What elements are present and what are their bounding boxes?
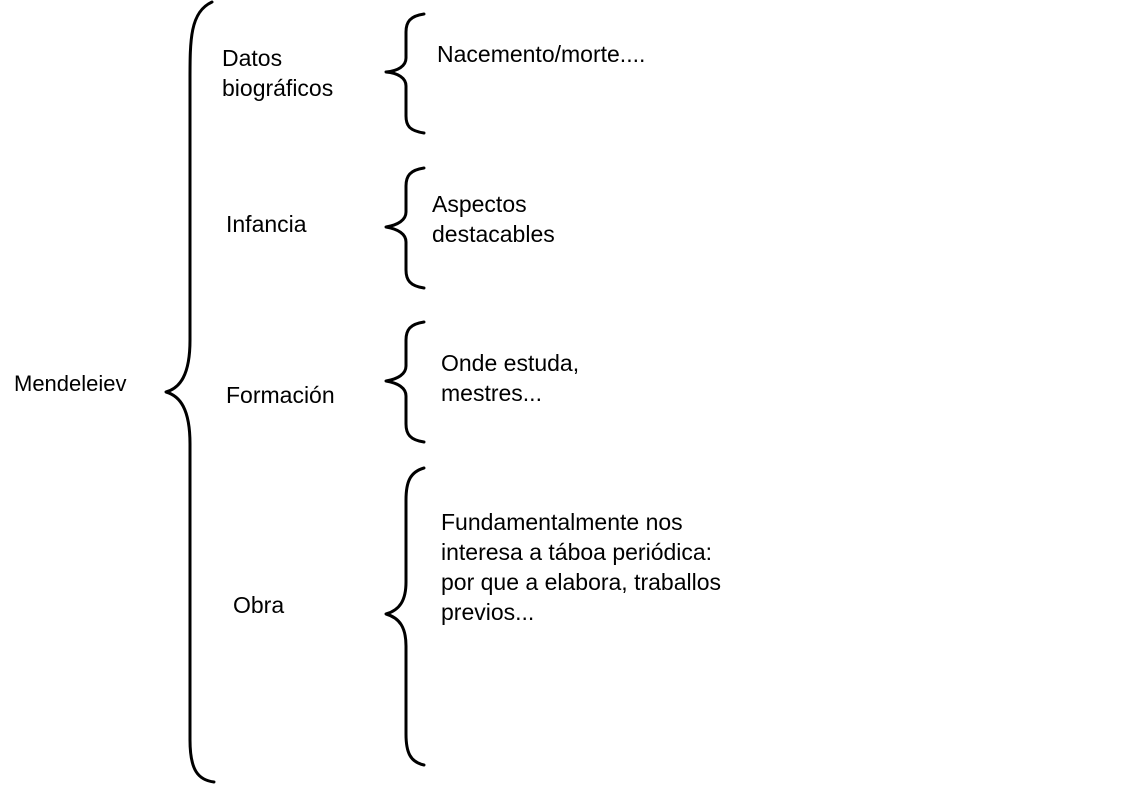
root-label: Mendeleiev	[14, 371, 127, 396]
branch-brace-datos	[386, 14, 424, 133]
detail-text-infancia: Aspectos destacables	[432, 191, 555, 247]
detail-text-formacion: Onde estuda, mestres...	[441, 350, 580, 406]
detail-text-datos-biograficos: Nacemento/morte....	[437, 41, 646, 67]
branch-brace-obra	[386, 468, 424, 765]
branch-label-formacion: Formación	[226, 382, 335, 408]
branch-label-infancia: Infancia	[226, 211, 307, 237]
detail-text-obra: Fundamentalmente nos interesa a táboa periódica: por que a elabora, traballos previos...	[441, 509, 722, 625]
root-brace	[166, 2, 214, 782]
branch-brace-formacion	[386, 322, 424, 442]
branch-label-obra: Obra	[233, 592, 285, 618]
branch-label-datos-biograficos: Datos biográficos	[222, 45, 334, 101]
branch-brace-infancia	[386, 168, 424, 288]
